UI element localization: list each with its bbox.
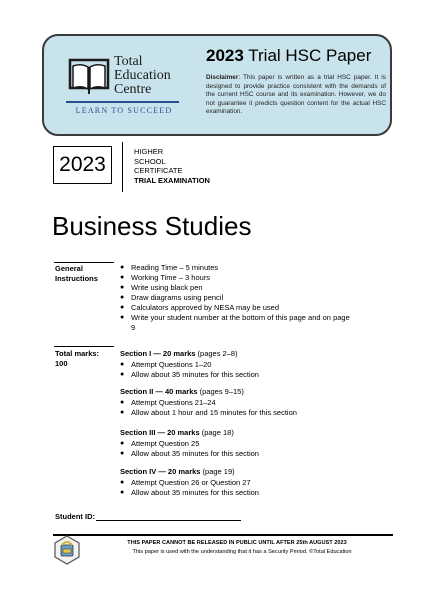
section-4: Section IV — 20 marks (page 19) ● Attempt Question 26 or Question 27 ● Allow about 35 minutes for this section: [120, 466, 350, 498]
total-rule: [54, 346, 114, 347]
list-item: ● Attempt Question 26 or Question 27: [120, 478, 350, 488]
total-marks-label: Total marks: 100: [55, 349, 100, 368]
general-rule: [54, 262, 114, 263]
list-item: ● Attempt Questions 1–20: [120, 360, 350, 370]
release-notice: THIS PAPER CANNOT BE RELEASED IN PUBLIC UNTIL AFTER 25th AUGUST 2023: [127, 540, 347, 546]
cert-divider: [122, 142, 123, 192]
student-id-label: Student ID:: [55, 512, 95, 521]
footer-rule: [53, 534, 393, 536]
disclaimer: Disclaimer: This paper is written as a trial HSC paper. It is designed to provide practice consistent with the demands of the current HSC course and its examination. However, we do not guarantee it predicts question content for the actual HSC examination.: [206, 74, 386, 115]
logo: [64, 52, 182, 122]
list-item: ● Attempt Questions 21–24: [120, 398, 350, 408]
subject-title: Business Studies: [52, 211, 252, 241]
list-item: ● Attempt Question 25: [120, 439, 350, 449]
section-2: Section II — 40 marks (pages 9–15) ● Attempt Questions 21–24 ● Allow about 1 hour and 15 minutes for this section: [120, 386, 350, 418]
logo-name: Total Education Centre: [114, 54, 171, 97]
list-item: ● Allow about 35 minutes for this section: [120, 449, 350, 459]
section-3: Section III — 20 marks (page 18) ● Attempt Question 25 ● Allow about 35 minutes for this section: [120, 427, 350, 459]
list-item: ● Allow about 35 minutes for this section: [120, 488, 350, 498]
list-item: ● Write your student number at the bottom of this page and on page 9: [120, 313, 350, 333]
general-instructions-label: General Instructions: [55, 264, 98, 283]
logo-tagline: LEARN TO SUCCEED: [75, 106, 173, 115]
list-item: ● Draw diagrams using pencil: [120, 293, 350, 303]
list-item: ● Reading Time – 5 minutes: [120, 263, 350, 273]
list-item: ● Allow about 1 hour and 15 minutes for this section: [120, 408, 350, 418]
header-banner: [42, 34, 392, 136]
year-box: 2023: [53, 146, 112, 184]
security-notice: This paper is used with the understanding that it has a Security Period. ©Total Education: [132, 549, 352, 555]
open-book-icon: [68, 58, 110, 96]
student-id-field[interactable]: [96, 520, 241, 521]
section-1: Section I — 20 marks (pages 2–8) ● Attempt Questions 1–20 ● Allow about 35 minutes for this section: [120, 348, 350, 380]
logo-rule: [66, 101, 179, 103]
security-seal-icon: [52, 535, 82, 565]
list-item: ● Working Time – 3 hours: [120, 273, 350, 283]
paper-title: 2023 Trial HSC Paper: [206, 46, 372, 65]
list-item: ● Write using black pen: [120, 283, 350, 293]
certificate-title: HIGHER SCHOOL CERTIFICATE TRIAL EXAMINATION: [134, 147, 210, 185]
list-item: ● Calculators approved by NESA may be used: [120, 303, 350, 313]
list-item: ● Allow about 35 minutes for this section: [120, 370, 350, 380]
general-instructions: [120, 263, 350, 333]
